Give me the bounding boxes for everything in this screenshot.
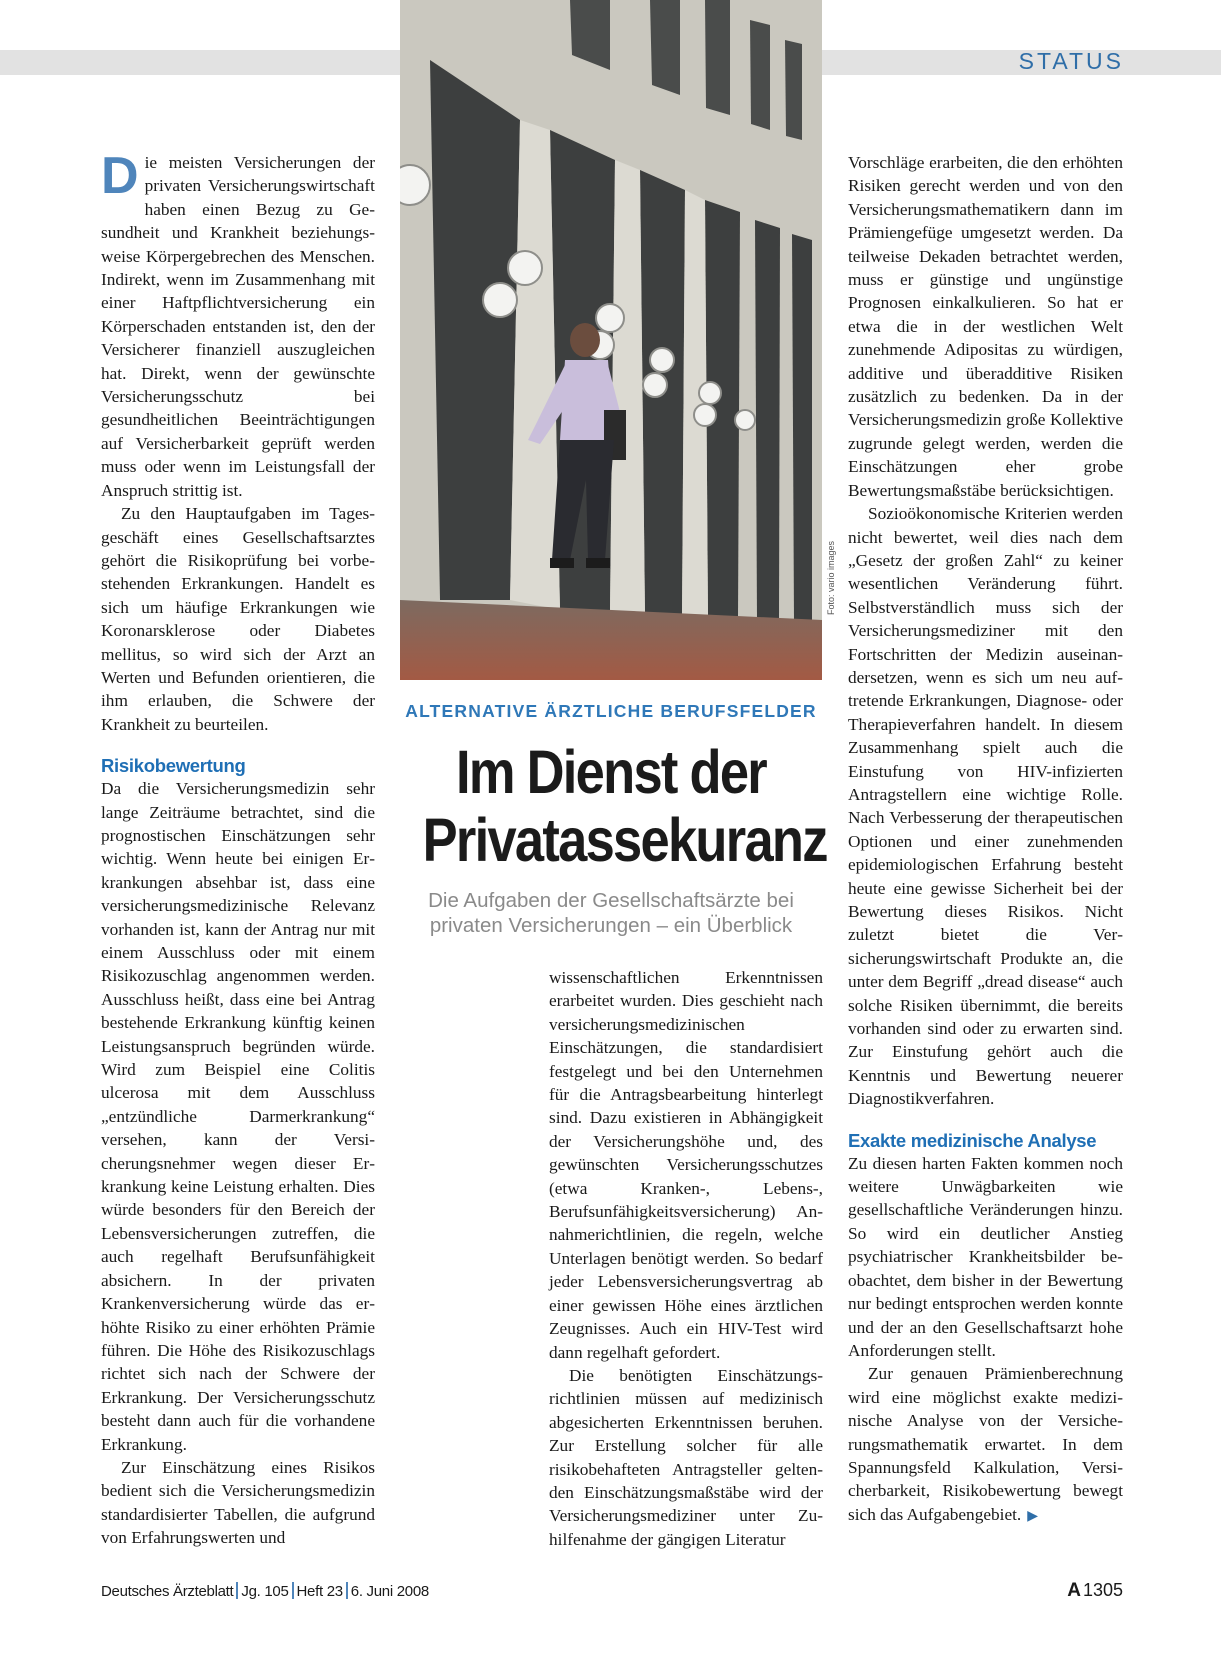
- article-kicker: ALTERNATIVE ÄRZTLICHE BERUFSFELDER: [405, 701, 817, 721]
- separator: [236, 1582, 238, 1599]
- footer-citation: [101, 1582, 429, 1600]
- issue-date: 6. Juni 2008: [350, 1583, 429, 1600]
- volume: Jg. 105: [241, 1583, 289, 1600]
- paragraph: Zu diesen harten Fakten kommen noch weitere Unwägbarkeiten wie gesellschaftliche Veränderungen hinzu. So wird ein deutlicher Anstieg psychiatrischer Krankheitsbilder beobachtet, dem bisher in der Bewertung nur bedingt entsprochen werden konnte und der an den Gesellschaftsarzt hohe Anforderungen stellt.: [848, 1153, 1123, 1360]
- paragraph: Da die Versicherungsmedizin sehr lange Zeiträume betrachtet, sind die prognostischen Einschätzungen sehr wichtig. Wenn heute bei einigen Erkrankungen absehbar ist, dass eine versicherungsmedizinische Relevanz vorhanden ist, kann der Antrag nur mit einem Ausschluss oder mit einem Risikozuschlag angenommen werden. Ausschluss heißt, dass eine bei Antrag bestehende Erkrankung künftig keinen Leistungsanspruch begründen würde. Wird zum Beispiel eine Colitis ulcerosa mit dem Ausschluss „entzündliche Darmerkrankung“ versehen, kann der Versicherungsnehmer wegen dieser Erkrankung keine Leistung erhalten. Dies würde besonders für den Bereich der Lebensversicherungen zutreffen, die auch regelhaft Berufsunfähigkeit absichern. In der privaten Krankenversicherung würde das erhöhte Risiko zu einer erhöhten Prämie führen. Die Höhe des Risikozuschlags richtet sich nach der Schwere der Erkrankung. Der Versicherungsschutz besteht dann auch für die vorhandene Erkrankung.: [101, 779, 375, 1454]
- article-title: [422, 738, 827, 874]
- paragraph: [101, 147, 375, 502]
- article-title-line1: Im Dienst der: [456, 738, 766, 806]
- paragraph: Die benötigten Einschätzungsrichtlinien müssen auf medizinisch abgesicherten Erkenntnissen beruhen. Zur Erstellung solcher für alle risikobehafteten Antragsteller geltenden Einschätzungsmaßstäbe wird der Versicherungsmediziner unter Zuhilfenahme der gängigen Literatur: [549, 1365, 823, 1549]
- separator: [292, 1582, 294, 1599]
- issue: Heft 23: [296, 1583, 343, 1600]
- photo-credit: Foto: vario images: [826, 540, 836, 615]
- article-deck: [400, 888, 822, 938]
- paragraph-text: Zur genauen Prämienberechnung wird eine möglichst exakte medizinische Analyse von der Versicherungsmathematik erwartet. In dem Spannungsfeld Kalkulation, Versicherbarkeit, Risikobewertung bewegt sich das Aufgabengebiet.: [848, 1364, 1123, 1524]
- text-column-1: [101, 147, 375, 1550]
- paragraph: [848, 1362, 1123, 1528]
- header-bar-left: [0, 50, 400, 75]
- subheading-risikobewertung: Risikobewertung: [101, 755, 246, 777]
- article-title-line2: Privatassekuranz: [422, 806, 827, 874]
- article-deck-line2: privaten Versicherungen – ein Überblick: [429, 914, 793, 937]
- building-illustration: [400, 0, 822, 680]
- section-label: STATUS: [1018, 48, 1124, 74]
- drop-cap: D: [101, 147, 139, 205]
- page-prefix: A: [1067, 1580, 1081, 1601]
- paragraph: Vorschläge erarbeiten, die den erhöhten Risiken gerecht werden und von den Versicherungsmathematikern dann im Prämiengefüge umgesetzt werden. Da teilweise Dekaden betrachtet werden, muss er günstige und ungünstige Prognosen einkalkulieren. So hat er etwa die in der westlichen Welt zunehmende Adipositas zu würdigen, additive und überadditive Risiken zusätzlich zu bedenken. Da in der Versicherungsmedizin große Kollektive zugrunde gelegt werden, werden die Einschätzungen eher grobe Bewertungsmaßstäbe berücksichtigen.: [848, 153, 1123, 500]
- journal-name: Deutsches Ärzteblatt: [101, 1583, 234, 1600]
- page-number-value: 1305: [1082, 1580, 1123, 1600]
- separator: [346, 1582, 348, 1599]
- article-deck-line1: Die Aufgaben der Gesellschaftsärzte bei: [428, 889, 794, 912]
- page-number: [1067, 1580, 1123, 1602]
- paragraph: Zu den Hauptaufgaben im Tagesgeschäft eines Gesellschaftsarztes gehört die Risikoprüfung bei vorbestehenden Erkrankungen. Handelt es sich um häufige Erkrankungen wie Koronarsklerose oder Diabetes mellitus, so wird sich der Arzt an Werten und Befunden orientieren, die ihm erlauben, die Schwere der Krankheit zu beurteilen.: [101, 504, 375, 734]
- text-column-3: [848, 151, 1123, 1528]
- paragraph: wissenschaftlichen Erkenntnissen erarbeitet wurden. Dies geschieht nach versicherungsmedizinischen Einschätzungen, die standardisiert festgelegt und bei den Unternehmen für die Antragsbearbeitung hinterlegt sind. Dazu existieren in Abhängigkeit der Versicherungshöhe und, des gewünschten Versicherungsschutzes (etwa Kranken-, Lebens-, Berufsunfähigkeitsversicherung) Annahmerichtlinien, die regeln, welche Unterlagen benötigt werden. So bedarf jeder Lebensversicherungsvertrag ab einer gewissen Höhe eines ärztlichen Zeugnisses. Auch ein HIV-Test wird dann regelhaft gefordert.: [549, 968, 823, 1362]
- article-photo: [400, 0, 822, 680]
- paragraph-text: ie meisten Versicherungen der privaten Versicherungswirtschaft haben einen Bezug zu Gesundheit und Krankheit beziehungsweise Körpergebrechen des Menschen. Indirekt, wenn im Zusammenhang mit einer Haftpflichtversicherung ein Körperschaden entstanden ist, den der Versicherer finanziell auszugleichen hat. Direkt, wenn der gewünschte Versicherungsschutz bei gesundheitlichen Beeinträchtigungen auf Versicherbarkeit geprüft werden muss oder wenn im Leistungsfall der Anspruch strittig ist.: [101, 153, 375, 500]
- paragraph: Zur Einschätzung eines Risikos bedient sich die Versicherungsmedizin standardisierter Tabellen, die aufgrund von Erfahrungswerten und: [101, 1457, 375, 1548]
- text-column-2: [549, 966, 823, 1551]
- triangle-right-icon: ▶: [1027, 1507, 1039, 1524]
- paragraph: Sozioökonomische Kriterien werden nicht bewertet, weil dies nach dem „Gesetz der großen Zahl“ zu keiner wesentlichen Veränderung führt. Selbstverständlich muss sich der Versicherungsmediziner mit den Fortschritten der Medizin auseinandersetzen, wenn es sich um neu auftretende Erkrankungen, Diagnose- oder Therapieverfahren handelt. In diesem Zusammenhang spielt auch die Einstufung von HIV-infizierten Antragstellern eine wichtige Rolle. Nach Verbesserung der therapeutischen Optionen und einer zunehmenden epidemiologischen Erfahrung besteht heute eine gewisse Sicherheit bei der Bewertung dieses Risikos. Nicht zuletzt bietet die Versicherungswirtschaft Produkte an, die unter dem Begriff „dread disease“ auch solche Risiken übernimmt, die bereits vorhanden sind oder zu erwarten sind. Zur Einstufung gehört auch die Kenntnis und Bewertung neuerer Diagnostikverfahren.: [848, 504, 1123, 1109]
- subheading-exakte-analyse: Exakte medizinische Analyse: [848, 1129, 1097, 1151]
